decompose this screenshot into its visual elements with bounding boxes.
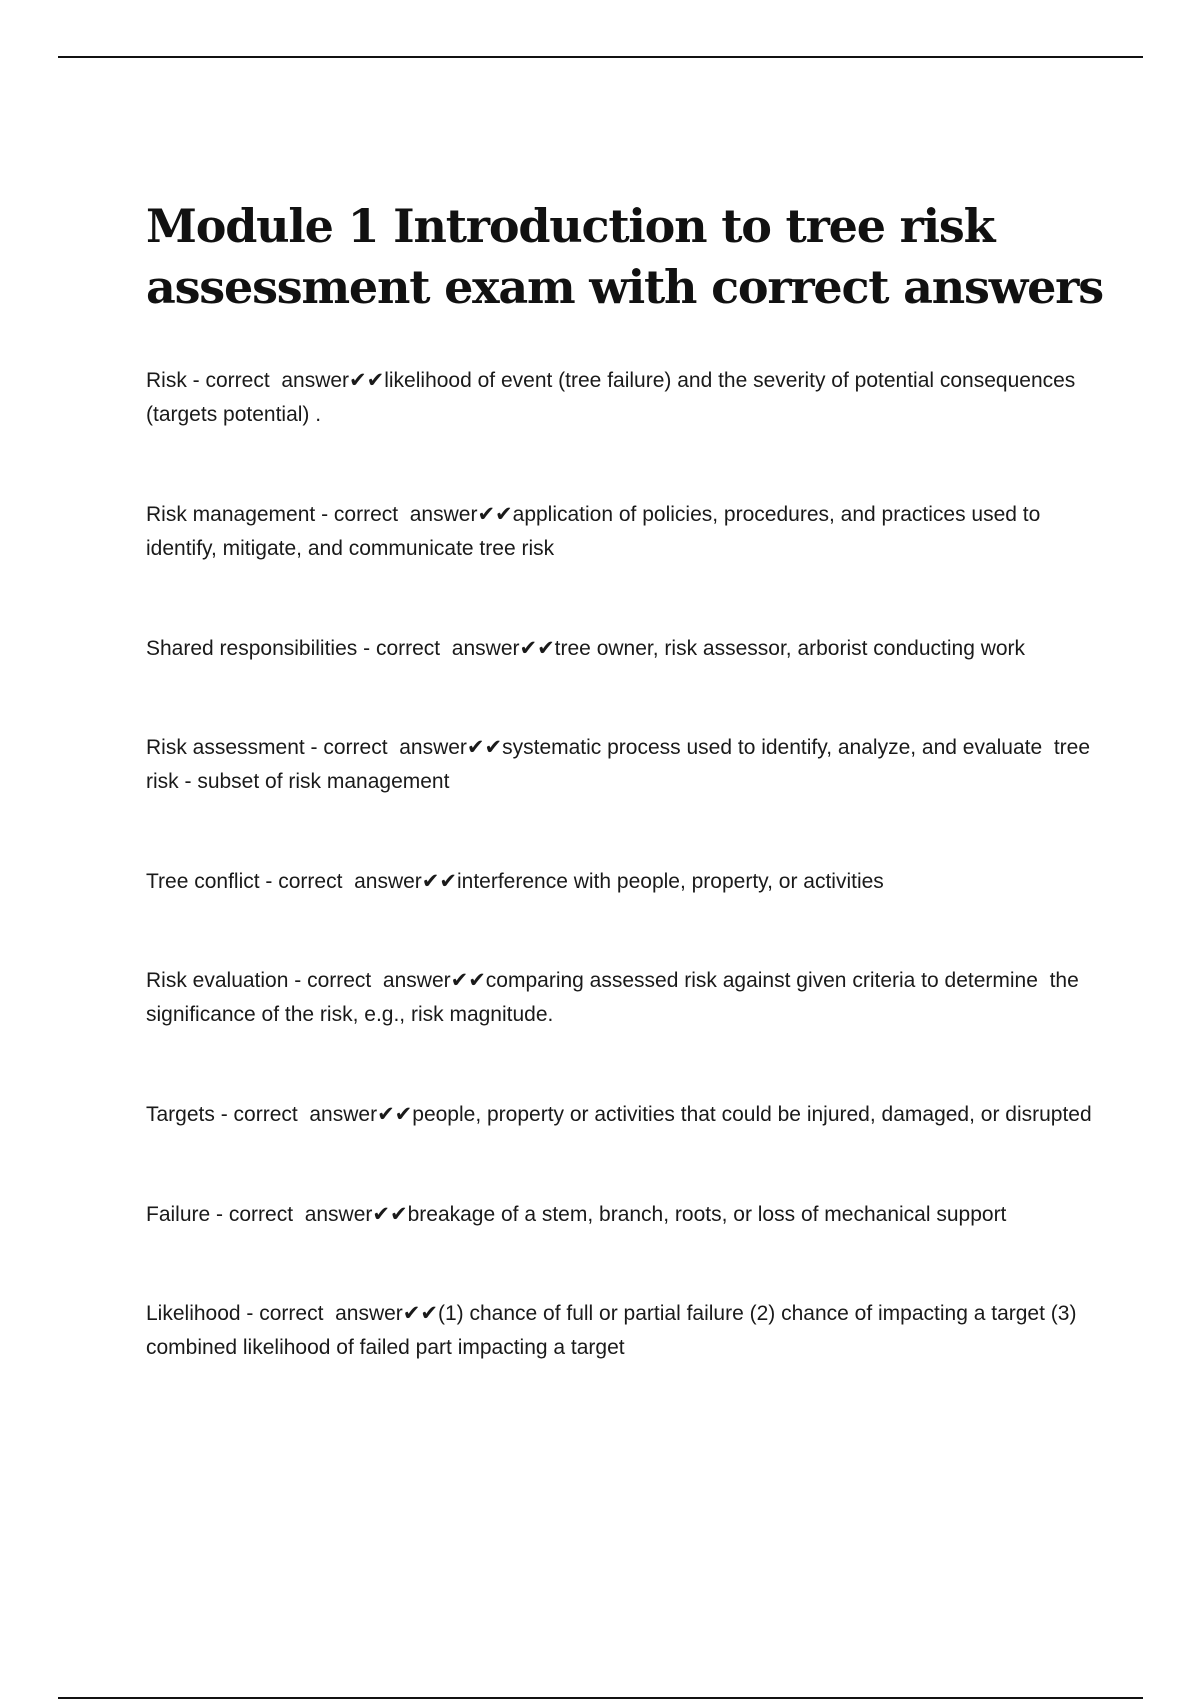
qa-item-failure: Failure - correct answer✔✔breakage of a stem, branch, roots, or loss of mechanical support [146, 1203, 1007, 1226]
qa-item-targets: Targets - correct answer✔✔people, property or activities that could be injured, damaged, or disrupted [146, 1103, 1092, 1126]
qa-item-tree-conflict: Tree conflict - correct answer✔✔interference with people, property, or activities [146, 870, 884, 893]
qa-item-shared-responsibilities: Shared responsibilities - correct answer✔✔tree owner, risk assessor, arborist conducting work [146, 637, 1026, 660]
qa-item-risk-assessment: Risk assessment - correct answer✔✔systematic process used to identify, analyze, and evaluate tree risk - subset of risk management [146, 736, 1096, 793]
qa-item-likelihood: Likelihood - correct answer✔✔(1) chance of full or partial failure (2) chance of impacting a target (3) combined likelihood of failed part impacting a target [146, 1302, 1083, 1359]
bottom-divider [58, 1697, 1143, 1699]
document-body [146, 196, 1106, 1365]
page-title: Module 1 Introduction to tree risk assessment exam with correct answers [146, 199, 1103, 314]
qa-item-risk-evaluation: Risk evaluation - correct answer✔✔comparing assessed risk against given criteria to determine the significance of the risk, e.g., risk magnitude. [146, 969, 1085, 1026]
top-divider [58, 56, 1143, 58]
qa-item-risk: Risk - correct answer✔✔likelihood of event (tree failure) and the severity of potential consequences (targets potential) . [146, 369, 1082, 426]
qa-list [146, 364, 1106, 1365]
qa-item-risk-management: Risk management - correct answer✔✔application of policies, procedures, and practices used to identify, mitigate, and communicate tree risk [146, 503, 1047, 560]
